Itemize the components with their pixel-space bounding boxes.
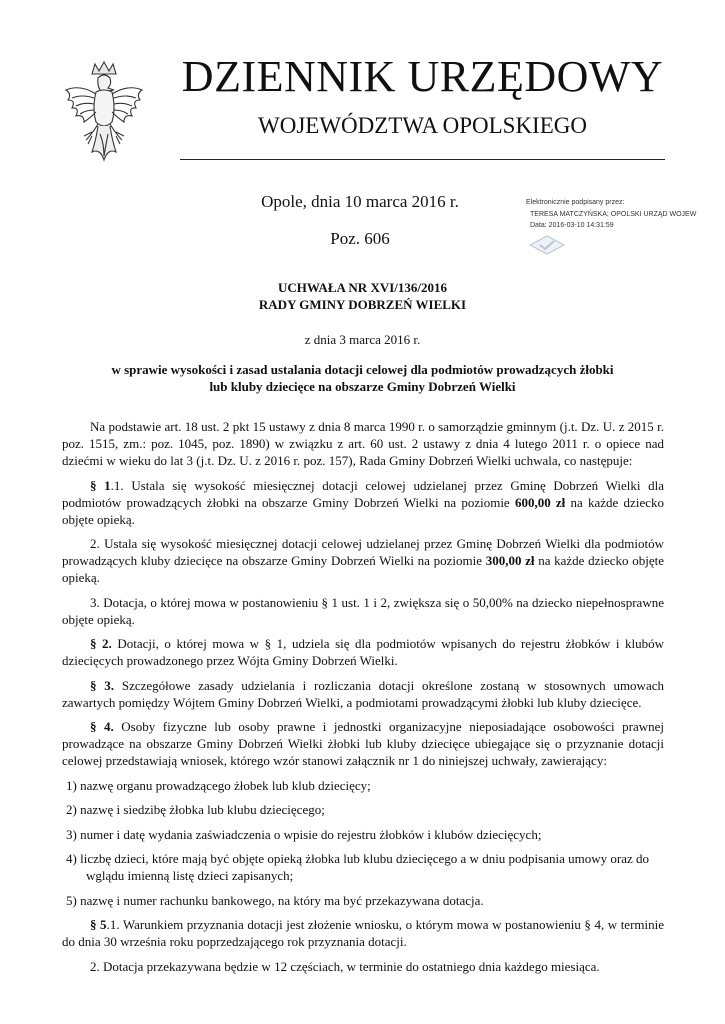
section-mark: § 5 [90, 917, 107, 932]
list-item: 5) nazwę i numer rachunku bankowego, na który ma być przekazywana dotacja. [66, 892, 484, 908]
signature-label: Elektronicznie podpisany przez: [526, 199, 625, 206]
paragraph-1-3: 3. Dotacja, o której mowa w postanowieniu § 1 ust. 1 i 2, zwiększa się o 50,00% na dziecko niepełnosprawne objęte opieką. [62, 594, 664, 627]
section-mark: § 1 [90, 477, 111, 493]
journal-title: DZIENNIK URZĘDOWY [181, 52, 664, 101]
resolution-subject [40, 361, 685, 395]
subject-line-1: w sprawie wysokości i zasad ustalania dotacji celowej dla podmiotów prowadzących żłobki [111, 362, 614, 377]
position-number: Poz. 606 [330, 229, 390, 248]
preamble: Na podstawie art. 18 ust. 2 pkt 15 ustawy z dnia 8 marca 1990 r. o samorządzie gminnym (j.t. Dz. U. z 2015 r. poz. 1515, zm.: poz. 1045, poz. 1890) w związku z art. 60 ust. 2 ustawy z dnia 4 lutego 2011 r. o opiece nad dziećmi w wieku do lat 3 (j.t. Dz. U. z 2016 r. poz. 157), Rada Gminy Dobrzeń Wielki uchwala, co następuje: [62, 419, 664, 468]
section-mark: § 3. [90, 677, 115, 693]
signature-check-icon [528, 234, 566, 256]
section-mark: § 4. [90, 719, 114, 734]
paragraph-1-2: 2. Ustala się wysokość miesięcznej dotacji celowej udzielanej przez Gminę Dobrzeń Wielki dla podmiotów prowadzących kluby dziecięce na obszarze Gminy Dobrzeń Wielki na poziomie 300,00 zł na każde dziecko objęte opieką. [62, 536, 664, 585]
list-item: 2) nazwę i siedzibę żłobka lub klubu dziecięcego; [66, 802, 325, 817]
signature-signer: TERESA MATCZYŃSKA; OPOLSKI URZĄD WOJEW [530, 210, 697, 218]
resolution-title: UCHWAŁA NR XVI/136/2016 [277, 280, 447, 295]
resolution-date: z dnia 3 marca 2016 r. [304, 332, 421, 347]
paragraph-2: § 2. Dotacji, o której mowa w § 1, udziela się dla podmiotów wpisanych do rejestru żłobków i klubów dziecięcych prowadzonego przez Wójta Gminy Dobrzeń Wielki. [62, 636, 664, 668]
journal-subtitle: WOJEWÓDZTWA OPOLSKIEGO [258, 113, 587, 138]
eagle-emblem-icon [62, 60, 146, 166]
paragraph-1-1: § 1.1. Ustala się wysokość miesięcznej dotacji celowej udzielanej przez Gminę Dobrzeń Wielki dla podmiotów prowadzących żłobki na obszarze Gminy Dobrzeń Wielki na poziomie 600,00 zł na każde dziecko objęte opieką. [62, 477, 664, 527]
requirements-list [66, 777, 664, 909]
paragraph-4: § 4. Osoby fizyczne lub osoby prawne i jednostki organizacyjne nieposiadające osobowości prawnej prowadzące na obszarze Gminy Dobrzeń Wielki żłobki lub kluby dziecięce ubiegające się o przyznanie dotacji celowej przedstawiają wniosek, którego wzór stanowi załącznik nr 1 do niniejszej uchwały, zawierający: [62, 719, 664, 768]
resolution-body [62, 418, 664, 982]
amount-clubs: 300,00 zł [485, 553, 535, 568]
electronic-signature [526, 197, 716, 232]
paragraph-5-2: 2. Dotacja przekazywana będzie w 12 częściach, w terminie do ostatniego dnia każdego miesiąca. [90, 958, 600, 974]
resolution-issuer: RADY GMINY DOBRZEŃ WIELKI [258, 297, 467, 312]
header-divider [180, 159, 665, 160]
section-mark: § 2. [90, 636, 112, 651]
paragraph-5-1: § 5.1. Warunkiem przyznania dotacji jest złożenie wniosku, o którym mowa w postanowieniu § 4, w terminie do dnia 30 września roku poprzedzającego rok przyznania dotacji. [62, 917, 665, 949]
amount-nurseries: 600,00 zł [514, 494, 566, 510]
list-item: 1) nazwę organu prowadzącego żłobek lub klub dziecięcy; [66, 777, 371, 793]
list-item: 3) numer i datę wydania zaświadczenia o wpisie do rejestru żłobków i klubów dziecięcych; [66, 826, 542, 842]
signature-date: Data: 2016-03-10 14:31:59 [530, 222, 614, 229]
subject-line-2: lub kluby dziecięce na obszarze Gminy Dobrzeń Wielki [209, 379, 516, 394]
publication-date: Opole, dnia 10 marca 2016 r. [261, 192, 459, 211]
list-item: 4) liczbę dzieci, które mają być objęte opieką żłobka lub klubu dziecięcego a w dniu podpisania umowy oraz do wglądu imienną listę dzieci zapisanych; [66, 851, 650, 883]
paragraph-3: § 3. Szczegółowe zasady udzielania i rozliczania dotacji określone zostaną w stosownych umowach zawartych pomiędzy Wójtem Gminy Dobrzeń Wielki, a podmiotami prowadzącymi żłobki lub kluby dziecięce. [62, 677, 664, 710]
